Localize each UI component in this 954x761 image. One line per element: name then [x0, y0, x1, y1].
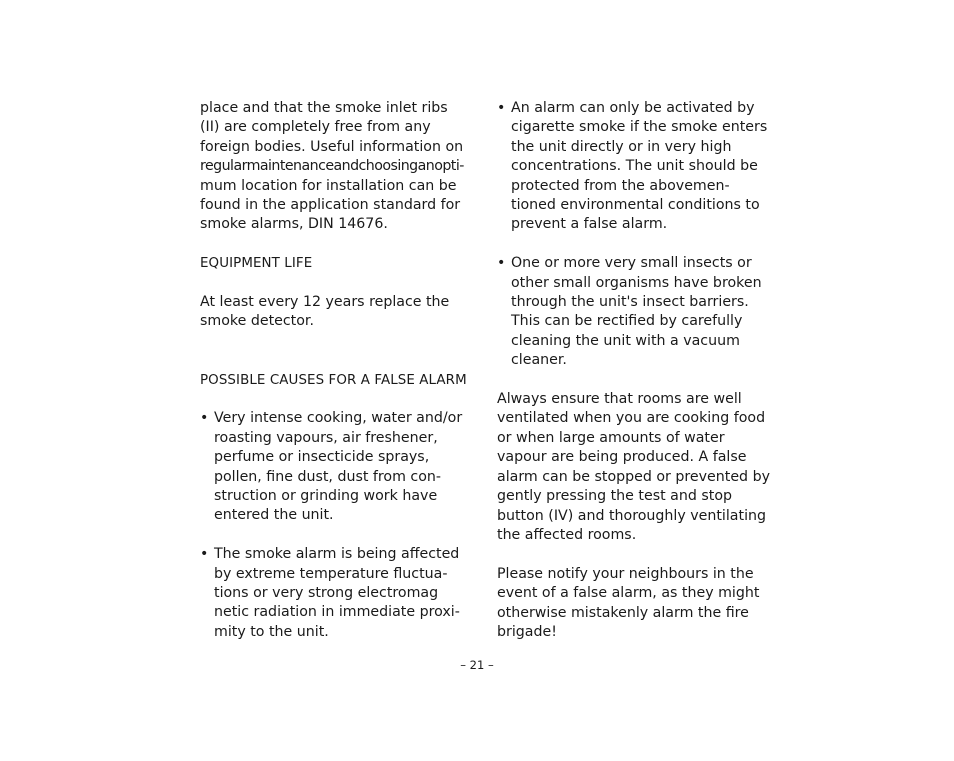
text-line: foreign bodies. Useful information on — [200, 138, 464, 155]
text-line: roasting vapours, air freshener, — [214, 429, 438, 446]
ventilation-paragraph — [497, 390, 770, 545]
text-line: vapour are being produced. A false — [497, 449, 747, 466]
false-alarm-causes-heading: POSSIBLE CAUSES FOR A FALSE ALARM — [200, 372, 467, 388]
page-number: – 21 – — [460, 658, 494, 672]
text-line: otherwise mistakenly alarm the fire — [497, 604, 749, 621]
text-line: cleaning the unit with a vacuum — [511, 332, 740, 349]
false-alarm-causes-list-continued — [497, 99, 767, 371]
text-line: brigade! — [497, 623, 557, 640]
list-item — [200, 409, 468, 525]
right-column — [497, 99, 770, 642]
bullet-marker: • — [497, 255, 506, 272]
text-line: mum location for installation can be — [200, 177, 457, 194]
text-line: Always ensure that rooms are well — [497, 391, 742, 408]
list-item — [497, 254, 767, 370]
text-line: pollen, fine dust, dust from con- — [214, 468, 442, 485]
equipment-life-paragraph — [200, 293, 468, 332]
text-line: At least every 12 years replace the — [200, 294, 450, 311]
bullet-marker: • — [200, 410, 209, 427]
text-line: by extreme temperature fluctua- — [214, 565, 448, 582]
text-line: tioned environmental conditions to — [511, 197, 760, 214]
bullet-marker: • — [497, 100, 506, 116]
text-line: An alarm can only be activated by — [511, 100, 755, 116]
text-line: prevent a false alarm. — [511, 216, 668, 233]
text-line: smoke detector. — [200, 313, 314, 330]
list-item — [200, 545, 468, 642]
text-line: This can be rectified by carefully — [511, 313, 743, 330]
maintenance-paragraph — [200, 99, 468, 235]
left-column — [200, 99, 468, 642]
list-item — [497, 99, 767, 235]
text-line: ventilated when you are cooking food — [497, 410, 766, 427]
text-line: smoke alarms, DIN 14676. — [200, 216, 388, 233]
text-line: gently pressing the test and stop — [497, 488, 733, 505]
text-line: The smoke alarm is being affected — [214, 546, 460, 563]
equipment-life-heading: EQUIPMENT LIFE — [200, 256, 313, 272]
text-line: netic radiation in immediate proxi- — [214, 604, 460, 621]
text-line: concentrations. The unit should be — [511, 158, 758, 175]
text-line: tions or very strong electromag — [214, 585, 439, 602]
text-line: through the unit's insect barriers. — [511, 294, 749, 311]
text-line: the affected rooms. — [497, 526, 637, 543]
list-spacer — [497, 235, 767, 254]
text-line: other small organisms have broken — [511, 274, 762, 291]
text-line: regularmaintenanceandchoosinganopti- — [200, 158, 464, 175]
text-line: or when large amounts of water — [497, 429, 725, 446]
text-line: cigarette smoke if the smoke enters — [511, 119, 768, 136]
text-line: Very intense cooking, water and/or — [214, 410, 463, 427]
text-line: alarm can be stopped or prevented by — [497, 468, 770, 485]
text-line: struction or grinding work have — [214, 488, 438, 505]
bullet-marker: • — [200, 546, 209, 563]
text-line: One or more very small insects or — [511, 255, 752, 272]
text-line: perfume or insecticide sprays, — [214, 449, 430, 466]
false-alarm-causes-list — [200, 409, 468, 642]
text-line: button (IV) and thoroughly ventilating — [497, 507, 767, 524]
text-line: Please notify your neighbours in the — [497, 565, 754, 582]
neighbours-paragraph — [497, 565, 767, 643]
text-line: found in the application standard for — [200, 197, 461, 214]
text-line: place and that the smoke inlet ribs — [200, 100, 448, 116]
text-line: entered the unit. — [214, 507, 334, 524]
text-line: the unit directly or in very high — [511, 138, 732, 155]
text-line: cleaner. — [511, 352, 567, 369]
text-line: protected from the abovemen- — [511, 177, 730, 194]
text-line: (II) are completely free from any — [200, 119, 431, 136]
list-spacer — [200, 526, 468, 545]
text-line: mity to the unit. — [214, 623, 329, 640]
text-line: event of a false alarm, as they might — [497, 585, 760, 602]
